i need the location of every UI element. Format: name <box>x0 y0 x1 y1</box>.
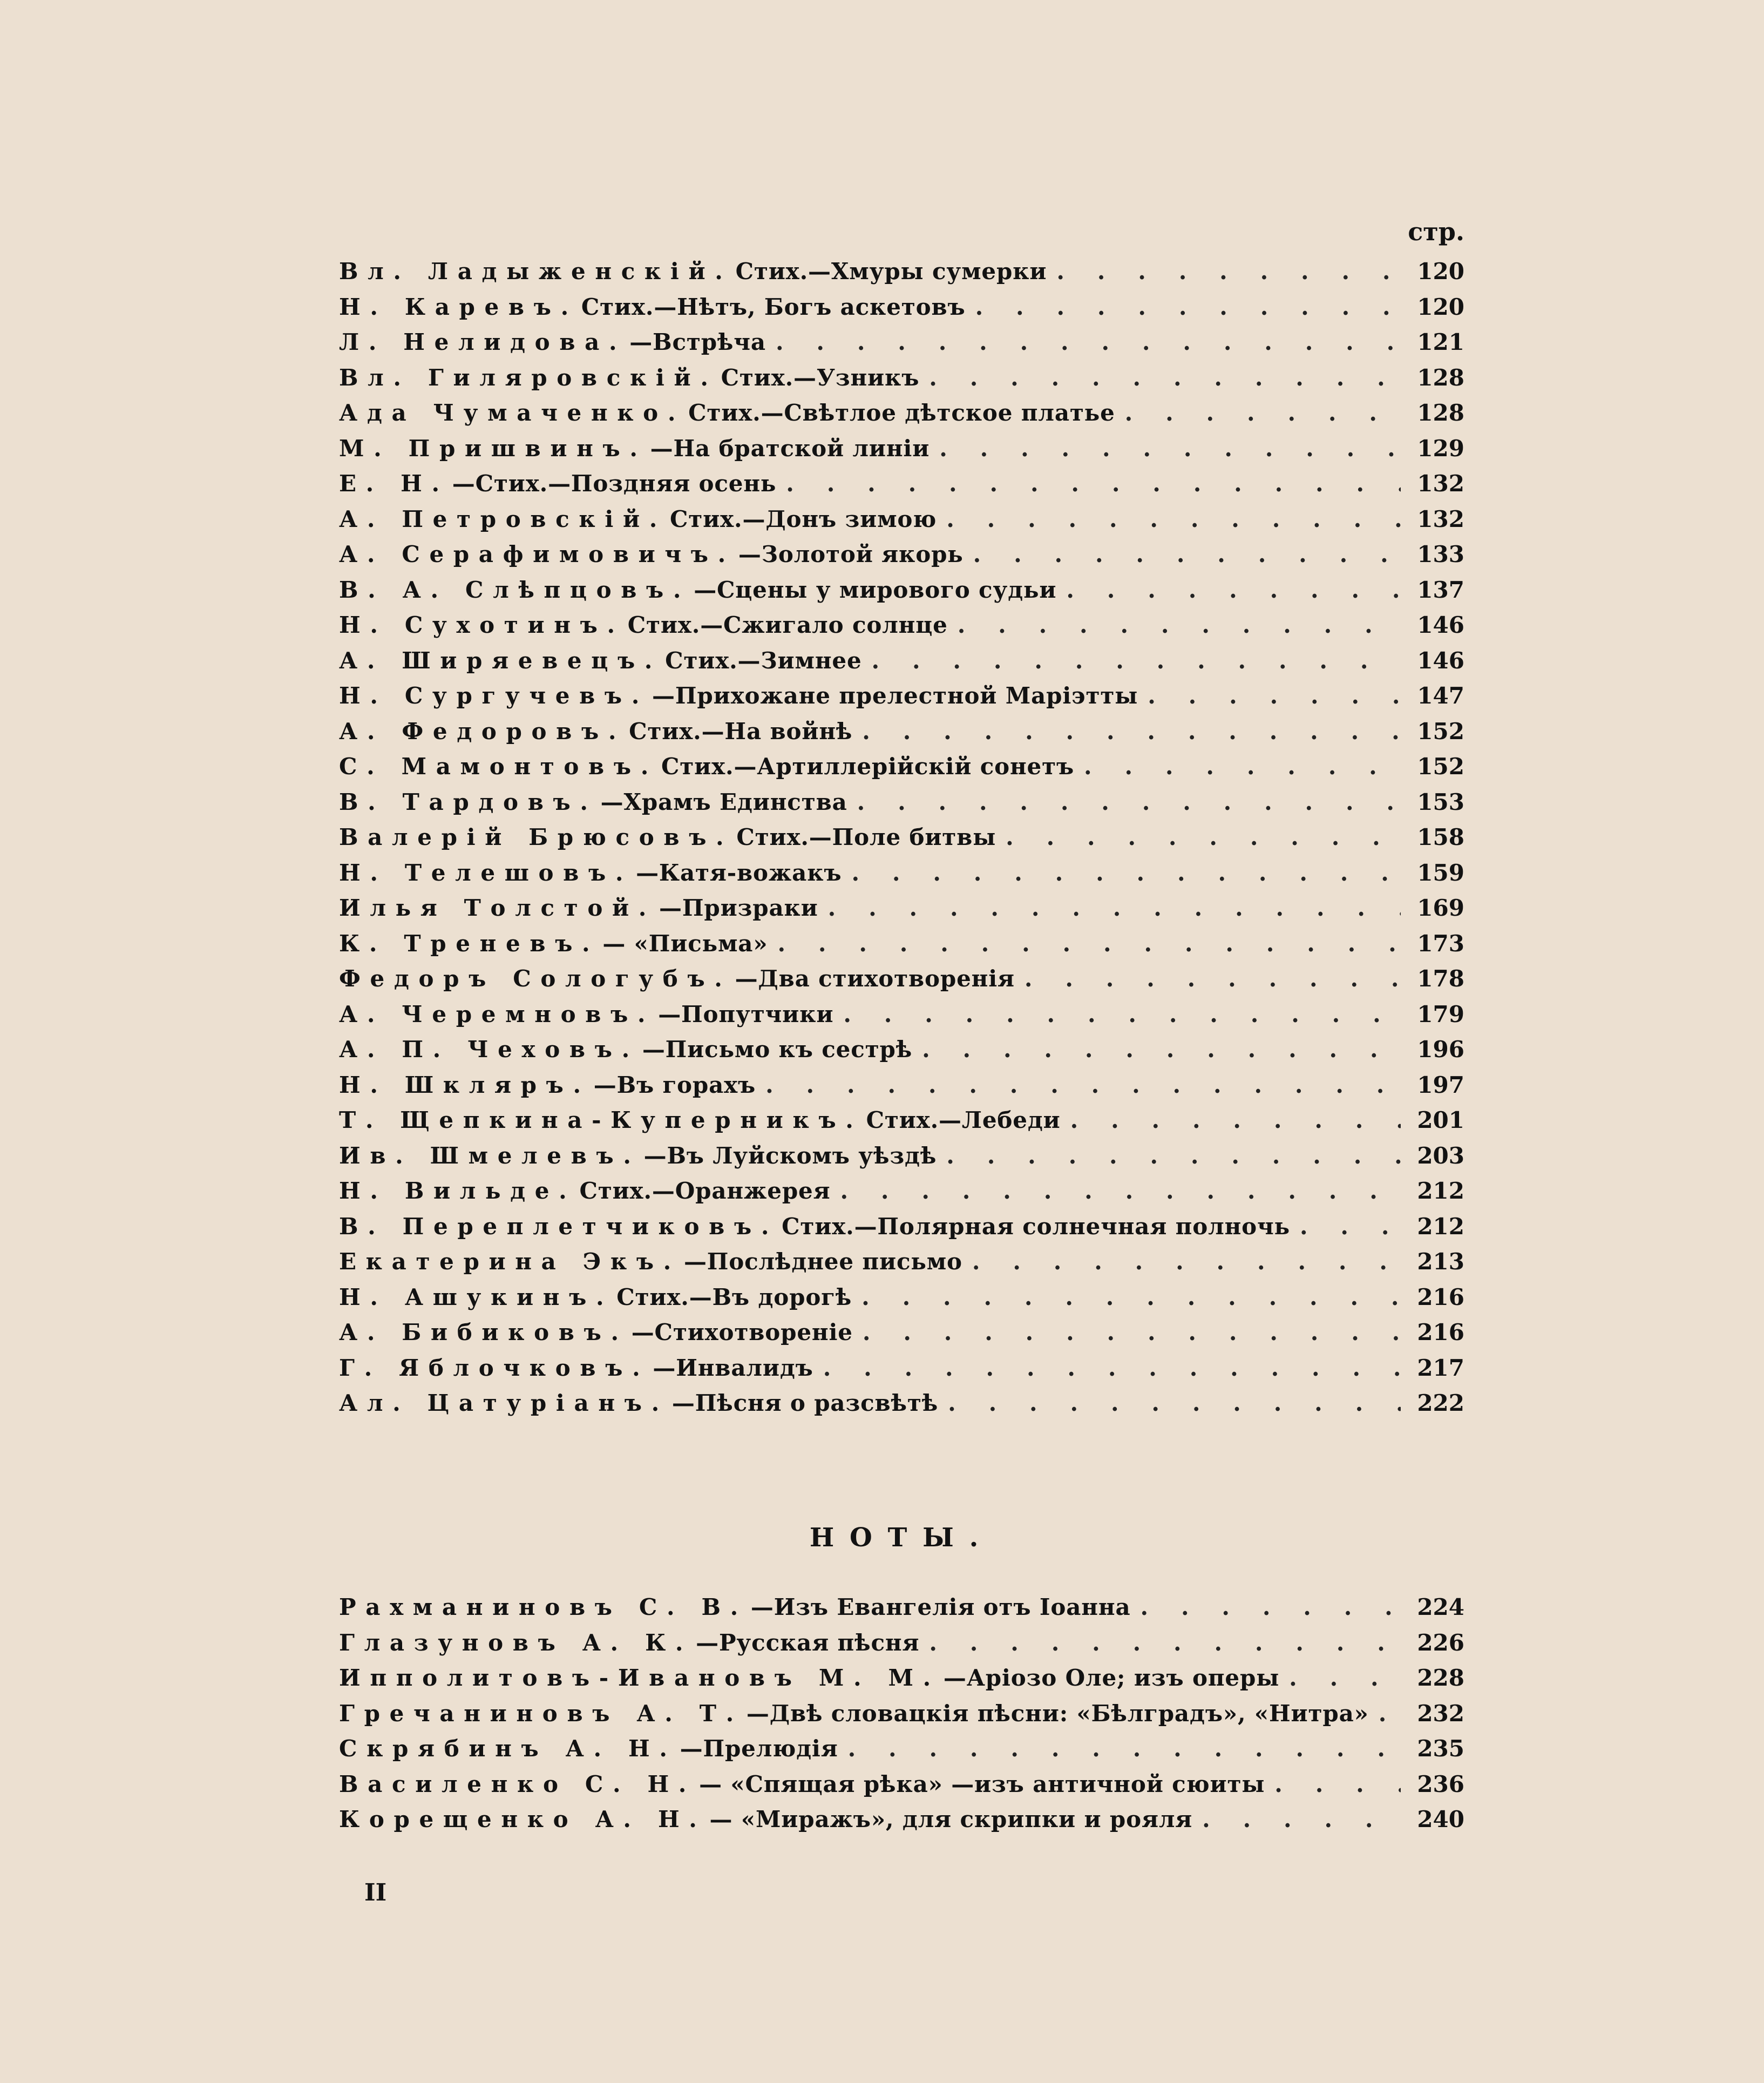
entry-page-number: 159 <box>1417 859 1464 886</box>
toc-entry <box>339 466 1464 502</box>
entry-page-number: 132 <box>1417 505 1464 532</box>
dot-leader <box>948 1385 1401 1421</box>
entry-title: —Сцены у мирового судьи <box>694 576 1057 603</box>
entry-title: Стих.—Въ дорогѣ <box>616 1283 852 1310</box>
entry-page-number: 121 <box>1417 329 1464 355</box>
entry-title: Стих.—Свѣтлое дѣтское платье <box>688 400 1115 426</box>
entry-page-number: 216 <box>1417 1319 1464 1345</box>
toc-entry <box>339 961 1464 997</box>
dot-leader <box>840 1173 1401 1209</box>
entry-title: —Прелюдія <box>680 1735 838 1762</box>
entry-author: В. Переплетчиковъ. <box>339 1213 779 1240</box>
toc-entry <box>339 607 1464 643</box>
entry-title: —Стих.—Поздняя осень <box>452 470 777 497</box>
toc-entry <box>339 1350 1464 1386</box>
entry-page-number: 216 <box>1417 1283 1464 1310</box>
dot-leader <box>1006 820 1401 855</box>
dot-leader <box>786 466 1401 502</box>
entry-page-number: 196 <box>1417 1036 1464 1063</box>
entry-page-number: 152 <box>1417 753 1464 780</box>
entry-title: —Двѣ словацкія пѣсни: «Бѣлградъ», «Нитра» <box>746 1700 1369 1727</box>
dot-leader <box>1274 1767 1401 1802</box>
toc-entry <box>339 1173 1464 1209</box>
dot-leader <box>946 1138 1401 1174</box>
dot-leader <box>1025 961 1401 997</box>
entry-author: А. П. Чеховъ. <box>339 1036 639 1063</box>
toc-entry <box>339 502 1464 537</box>
dot-leader <box>1289 1660 1401 1696</box>
toc-entry <box>339 360 1464 396</box>
entry-title: —Встрѣча <box>629 329 766 355</box>
toc-entry <box>339 1731 1464 1767</box>
entry-author: Гречаниновъ А. Т. <box>339 1700 743 1727</box>
entry-title: — «Миражъ», для скрипки и рояля <box>709 1806 1193 1832</box>
entry-author: В. Тардовъ. <box>339 788 598 815</box>
entry-title: —На братской линіи <box>650 435 930 462</box>
dot-leader <box>975 289 1401 325</box>
dot-leader <box>823 1350 1401 1386</box>
toc-entry <box>339 395 1464 431</box>
entry-title: Стих.—Оранжерея <box>579 1178 831 1204</box>
notes-table-of-contents <box>339 1590 1464 1837</box>
entry-page-number: 158 <box>1417 824 1464 850</box>
entry-page-number: 178 <box>1417 965 1464 992</box>
entry-title: —Призраки <box>659 895 818 921</box>
dot-leader <box>862 714 1401 749</box>
entry-author: К. Треневъ. <box>339 930 600 957</box>
table-of-contents <box>339 254 1464 1421</box>
entry-page-number: 179 <box>1417 1000 1464 1027</box>
entry-title: —Послѣднее письмо <box>683 1248 962 1275</box>
entry-page-number: 197 <box>1417 1071 1464 1098</box>
entry-title: —Аріозо Оле; изъ оперы <box>943 1665 1280 1691</box>
entry-page-number: 146 <box>1417 647 1464 674</box>
toc-entry <box>339 1385 1464 1421</box>
toc-entry <box>339 1590 1464 1625</box>
entry-author: Ал. Цатуріанъ. <box>339 1390 669 1416</box>
entry-page-number: 203 <box>1417 1142 1464 1169</box>
entry-author: Скрябинъ А. Н. <box>339 1735 677 1762</box>
entry-page-number: 217 <box>1417 1354 1464 1381</box>
toc-entry <box>339 890 1464 926</box>
entry-page-number: 128 <box>1417 364 1464 391</box>
entry-author: Рахманиновъ С. В. <box>339 1594 748 1620</box>
entry-author: Ада Чумаченко. <box>339 400 686 426</box>
entry-page-number: 201 <box>1417 1107 1464 1133</box>
toc-entry <box>339 324 1464 360</box>
entry-author: Екатерина Экъ. <box>339 1248 681 1275</box>
dot-leader <box>861 1280 1401 1315</box>
entry-page-number: 128 <box>1417 400 1464 426</box>
toc-entry <box>339 289 1464 325</box>
entry-page-number: 120 <box>1417 258 1464 285</box>
toc-entry <box>339 1660 1464 1696</box>
entry-title: —Два стихотворенія <box>735 965 1015 992</box>
entry-title: Стих.—Лебеди <box>866 1107 1061 1133</box>
toc-entry <box>339 784 1464 820</box>
entry-author: А. Петровскій. <box>339 505 667 532</box>
entry-title: —Изъ Евангелія отъ Іоанна <box>750 1594 1131 1620</box>
toc-entry <box>339 1209 1464 1245</box>
entry-author: С. Мамонтовъ. <box>339 753 658 780</box>
entry-author: Василенко С. Н. <box>339 1770 696 1797</box>
entry-title: —Письмо къ сестрѣ <box>642 1036 913 1063</box>
entry-author: Е. Н. <box>339 470 449 497</box>
entry-author: Н. Ашукинъ. <box>339 1283 614 1310</box>
entry-title: —Храмъ Единства <box>600 788 847 815</box>
toc-entry <box>339 1138 1464 1174</box>
entry-title: Стих.—Полярная солнечная полночь <box>782 1213 1290 1240</box>
dot-leader <box>1070 1103 1401 1138</box>
entry-title: —Русская пѣсня <box>696 1629 920 1656</box>
entry-title: Стих.—Нѣтъ, Богъ аскетовъ <box>581 293 966 320</box>
entry-title: —Стихотвореніе <box>631 1319 853 1345</box>
entry-page-number: 137 <box>1417 576 1464 603</box>
toc-entry <box>339 1315 1464 1350</box>
entry-author: А. Черемновъ. <box>339 1000 655 1027</box>
toc-entry <box>339 926 1464 962</box>
entry-title: Стих.—Артиллерійскій сонетъ <box>661 753 1075 780</box>
entry-page-number: 212 <box>1417 1213 1464 1240</box>
dot-leader <box>863 1315 1401 1350</box>
dot-leader <box>973 537 1401 572</box>
entry-author: А. Серафимовичъ. <box>339 541 735 567</box>
toc-entry <box>339 1280 1464 1315</box>
entry-author: Т. Щепкина-Куперникъ. <box>339 1107 863 1133</box>
entry-title: Стих.—Хмуры сумерки <box>735 258 1047 285</box>
toc-entry <box>339 431 1464 466</box>
entry-page-number: 222 <box>1417 1390 1464 1416</box>
entry-title: —Катя-вожакъ <box>636 859 842 886</box>
dot-leader <box>1084 749 1401 784</box>
dot-leader <box>1300 1209 1401 1245</box>
notes-section-heading: НОТЫ. <box>809 1523 994 1553</box>
dot-leader <box>929 1625 1401 1661</box>
entry-title: —Пѣсня о разсвѣтѣ <box>671 1390 939 1416</box>
dot-leader <box>872 643 1401 679</box>
entry-author: Федоръ Сологубъ. <box>339 965 732 992</box>
entry-title: —Въ горахъ <box>593 1071 756 1098</box>
entry-author: Ипполитовъ-Ивановъ М. М. <box>339 1665 940 1691</box>
entry-title: Стих.—Донъ зимою <box>670 505 937 532</box>
entry-page-number: 153 <box>1417 788 1464 815</box>
entry-page-number: 132 <box>1417 470 1464 497</box>
entry-author: Н. Сургучевъ. <box>339 682 649 709</box>
toc-entry <box>339 1625 1464 1661</box>
entry-page-number: 173 <box>1417 930 1464 957</box>
dot-leader <box>843 997 1401 1032</box>
page-column-header: стр. <box>1408 217 1464 246</box>
entry-author: А. Ширяевецъ. <box>339 647 662 674</box>
dot-leader <box>1141 1590 1401 1625</box>
dot-leader <box>958 607 1401 643</box>
dot-leader <box>857 784 1401 820</box>
entry-author: Корещенко А. Н. <box>339 1806 707 1832</box>
entry-author: В. А. Слѣпцовъ. <box>339 576 691 603</box>
entry-page-number: 224 <box>1417 1594 1464 1620</box>
toc-entry <box>339 1244 1464 1280</box>
entry-title: —Въ Луйскомъ уѣздѣ <box>643 1142 937 1169</box>
entry-author: Н. Вильде. <box>339 1178 576 1204</box>
entry-author: Г. Яблочковъ. <box>339 1354 650 1381</box>
entry-page-number: 213 <box>1417 1248 1464 1275</box>
entry-author: Ив. Шмелевъ. <box>339 1142 641 1169</box>
toc-entry <box>339 1032 1464 1067</box>
toc-entry <box>339 254 1464 289</box>
page-folio: II <box>364 1879 387 1906</box>
entry-author: Вл. Гиляровскій. <box>339 364 718 391</box>
entry-title: —Золотой якорь <box>738 541 964 567</box>
dot-leader <box>851 855 1401 891</box>
toc-entry <box>339 714 1464 749</box>
entry-page-number: 236 <box>1417 1770 1464 1797</box>
entry-author: А. Федоровъ. <box>339 718 626 745</box>
dot-leader <box>765 1067 1401 1103</box>
entry-author: Н. Каревъ. <box>339 293 578 320</box>
entry-page-number: 235 <box>1417 1735 1464 1762</box>
entry-page-number: 226 <box>1417 1629 1464 1656</box>
entry-title: Стих.—Узникъ <box>721 364 920 391</box>
dot-leader <box>776 324 1401 360</box>
toc-entry <box>339 1696 1464 1732</box>
entry-author: Н. Телешовъ. <box>339 859 633 886</box>
toc-entry <box>339 643 1464 679</box>
dot-leader <box>848 1731 1401 1767</box>
entry-author: А. Бибиковъ. <box>339 1319 628 1345</box>
entry-page-number: 146 <box>1417 612 1464 638</box>
entry-title: Стих.—Зимнее <box>665 647 862 674</box>
entry-page-number: 152 <box>1417 718 1464 745</box>
toc-entry <box>339 678 1464 714</box>
entry-page-number: 212 <box>1417 1178 1464 1204</box>
entry-page-number: 169 <box>1417 895 1464 921</box>
entry-author: Валерій Брюсовъ. <box>339 824 734 850</box>
toc-entry <box>339 997 1464 1032</box>
dot-leader <box>946 502 1401 537</box>
entry-page-number: 232 <box>1417 1700 1464 1727</box>
dot-leader <box>1066 572 1401 608</box>
toc-entry <box>339 820 1464 855</box>
dot-leader <box>1202 1802 1401 1837</box>
toc-entry <box>339 1067 1464 1103</box>
entry-page-number: 133 <box>1417 541 1464 567</box>
entry-title: — «Письма» <box>602 930 768 957</box>
entry-author: Н. Шкляръ. <box>339 1071 591 1098</box>
dot-leader <box>939 431 1401 466</box>
dot-leader <box>1125 395 1401 431</box>
dot-leader <box>929 360 1401 396</box>
entry-title: Стих.—Сжигало солнце <box>627 612 948 638</box>
entry-title: — «Спящая рѣка» —изъ античной сюиты <box>699 1770 1265 1797</box>
entry-page-number: 228 <box>1417 1665 1464 1691</box>
entry-page-number: 120 <box>1417 293 1464 320</box>
entry-page-number: 240 <box>1417 1806 1464 1832</box>
entry-author: Глазуновъ А. К. <box>339 1629 693 1656</box>
entry-author: Илья Толстой. <box>339 895 656 921</box>
dot-leader <box>972 1244 1401 1280</box>
dot-leader <box>922 1032 1401 1067</box>
dot-leader <box>828 890 1401 926</box>
dot-leader <box>1379 1696 1401 1732</box>
toc-entry <box>339 1767 1464 1802</box>
entry-author: Н. Сухотинъ. <box>339 612 625 638</box>
entry-page-number: 129 <box>1417 435 1464 462</box>
dot-leader <box>777 926 1401 962</box>
toc-entry <box>339 1103 1464 1138</box>
entry-author: Вл. Ладыженскій. <box>339 258 732 285</box>
toc-entry <box>339 749 1464 784</box>
entry-page-number: 147 <box>1417 682 1464 709</box>
entry-author: М. Пришвинъ. <box>339 435 647 462</box>
entry-title: —Инвалидъ <box>653 1354 813 1381</box>
entry-title: —Прихожане прелестной Маріэтты <box>652 682 1138 709</box>
toc-entry <box>339 1802 1464 1837</box>
entry-title: Стих.—Поле битвы <box>736 824 996 850</box>
toc-entry <box>339 855 1464 891</box>
dot-leader <box>1148 678 1401 714</box>
entry-title: —Попутчики <box>658 1000 834 1027</box>
dot-leader <box>1056 254 1401 289</box>
entry-title: Стих.—На войнѣ <box>629 718 853 745</box>
entry-author: Л. Нелидова. <box>339 329 627 355</box>
toc-entry <box>339 572 1464 608</box>
toc-entry <box>339 537 1464 572</box>
